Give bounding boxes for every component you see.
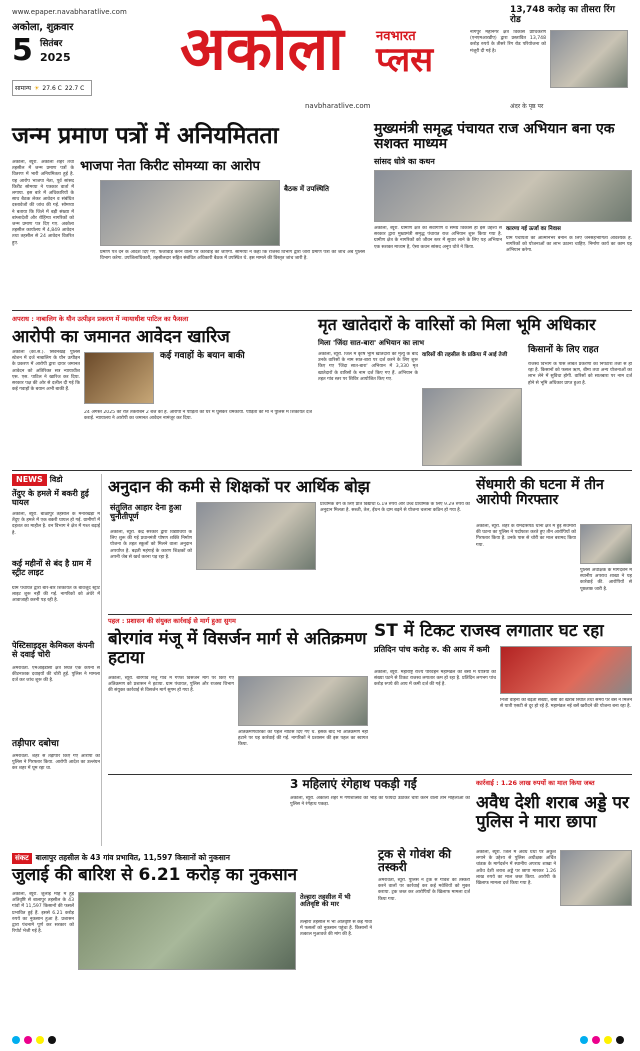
- story1-subhead: भाजपा नेता किरीट सोमय्या का आरोप: [80, 159, 260, 174]
- story8-body: अकोला, ब्यूरो. महाराष्ट्र राज्य परिवहन महामंडल की बसों में यात्रियों की संख्या घटने से टिकट राजस्व लगातार कम हो रहा है. प्रतिदिन लगभग पांच करोड़ रुपये की आय में कमी दर्ज की गई है.: [374, 670, 496, 688]
- story1-body: अकोला, ब्यूरो. अकोला शहर तथा तहसील में जन्म प्रमाण पत्रों के वितरण में भारी अनियमितता हुई है. यह आरोप भाजपा नेता, पूर्व सांसद किरीट सोमय्या ने पत्रकार वार्ता में लगाया. इस बारे में अधिकारियों के साथ बैठक लेकर आवेदन व संबंधित दस्तावेजों की जांच की गई. सोमय्या ने बताया कि जिले में बड़ी संख्या में बांग्लादेशी और रोहिंग्या नागरिकों को जन्म प्रमाण पत्र दिए गए. अकोला तहसील कार्यालय में 4,849 आवेदन तथा तहसील से 24 आवेदन वितरित हुए.: [12, 160, 74, 246]
- story8-headline[interactable]: ST में टिकट राजस्व लगातार घट रहा: [374, 621, 604, 641]
- story2-kicker: कारणा गई ऊर्जा का निवास: [506, 226, 561, 232]
- story2-photo: [374, 170, 632, 222]
- story1-kicker: बैठक में उपस्थिति: [284, 185, 329, 193]
- yellow-mark-icon: [36, 1036, 44, 1044]
- magenta-mark-icon: [592, 1036, 600, 1044]
- rule-4: [108, 774, 632, 775]
- story11-kicker-2: बालापुर तहसील के 43 गांव प्रभावित, 11,597 किसानों को नुकसान: [35, 853, 230, 862]
- story2-body-2: ग्राम पंचायतों को आत्मनिर्भर बनाने के लिए जनसहभागिता आवश्यक है. नागरिकों को योजनाओं का लाभ उठाना चाहिए. निर्माण कार्य का काम यह अभियान करेगा.: [506, 236, 632, 254]
- story5-subhead: संतुलित आहार देना हुआ चुनौतीपूर्ण: [110, 503, 182, 521]
- story12-headline[interactable]: ट्रक से गोवंश की तस्करी: [378, 847, 451, 875]
- story7-body: अकोला, ब्यूरो. बोरगांव मंजू गांव में गणेश विसर्जन मार्ग पर किए गए अतिक्रमण को प्रशासन ने हटाया. ग्राम पंचायत, पुलिस और राजस्व विभाग की संयुक्त कार्रवाई से विसर्जन मार्ग सुगम हो गया है.: [108, 676, 234, 694]
- story4-headline[interactable]: मृत खातेदारों के वारिसों को मिला भूमि अधिकार: [318, 315, 596, 334]
- story7-photo: [238, 676, 368, 726]
- yellow-mark-icon: [604, 1036, 612, 1044]
- news-item3-title[interactable]: पेस्टिसाइड्स केमिकल कंपनी से दवाई चोरी: [12, 641, 95, 659]
- story4-subhead: मिला 'जिंदा सात-बारा' अभियान का लाभ: [318, 339, 425, 347]
- black-mark-icon: [48, 1036, 56, 1044]
- news-item4-body: अमरावती. शहर से तड़ीपार किए गए आरोपी को पुलिस ने गिरफ्तार किया. आरोपी आदेश का उल्लंघन कर शहर में घूम रहा था.: [12, 754, 100, 772]
- story3-body: अकोला (का.सं.). सिवनखेड़ पुलिस स्टेशन में दर्ज नाबालिग के यौन उत्पीड़न के प्रकरण में आरोपी द्वारा दायर जमानत आवेदन को अतिरिक्त सत्र न्यायाधीश एस. एस. पाटिल ने खारिज कर दिया. सरकार पक्ष की ओर से दलील दी गई कि कई गवाहों के बयान अभी बाकी हैं.: [12, 350, 80, 393]
- story4-kicker: वारिसों की तहसील के प्रक्रिया में आई तेजी: [422, 352, 508, 358]
- date-month: सितंबर: [40, 39, 63, 49]
- news-item4-title[interactable]: तड़ीपार दबोचा: [12, 739, 59, 749]
- story5-body-2: प्राथमिक वर्ग के लिए प्रति विद्यार्थी 6.19 रुपये और उच्च प्राथमिक के लिए 9.29 रुपये का अनुदान मिलता है. सब्जी, तेल, ईंधन के दाम बढ़ने से योजना चलाना कठिन हो गया है.: [320, 502, 470, 514]
- sun-icon: ☀: [34, 84, 40, 92]
- story8-photo: [500, 646, 632, 694]
- story4-side-body: राजस्व विभाग के पास लंबित प्रकरणों का निपटारा तेजी से हो रहा है. किसानों को फसल ऋण, बीमा तथा अन्य योजनाओं का लाभ लेने में सुविधा होगी. वारिसों को सातबारा पर नाम दर्ज होने से भूमि अधिकार प्राप्त हुआ है.: [528, 362, 632, 386]
- story11-headline[interactable]: जुलाई की बारिश से 6.21 करोड़ का नुकसान: [12, 865, 298, 885]
- news-item1-body: अकोला, ब्यूरो. बाळापुर तहसील के मनारखेड़ा में तेंदुए के हमले में एक बकरी घायल हो गई. ग्रामीणों में दहशत का माहौल है. वन विभाग ने क्षेत्र में गश्त बढ़ाई है.: [12, 512, 100, 536]
- story6-body: अकोला, ब्यूरो. शहर के रामदासपेठ थाना क्षेत्र में हुई सेंधमारी की घटना का पुलिस ने पर्दाफाश करते हुए तीन आरोपियों को गिरफ्तार किया है. उनके पास से चोरी का माल बरामद किया गया.: [476, 524, 576, 548]
- website[interactable]: navbharatlive.com: [305, 102, 371, 110]
- news-label-2: विडो: [49, 475, 63, 484]
- news-label-bar: [12, 474, 100, 486]
- story10-body: अकोला, ब्यूरो. जिले में अवैध धंधों पर अंकुश लगाने के उद्देश्य से पुलिस अधीक्षक अर्चित चांडक के मार्गदर्शन में स्थानीय अपराध शाखा ने अवैध देशी शराब अड्डे पर छापा मारकर 1.26 लाख रुपये का माल जब्त किया. आरोपी के खिलाफ मामला दर्ज किया गया है.: [476, 850, 556, 887]
- city-day: अकोला, शुक्रवार: [12, 22, 74, 33]
- promo-headline: 13,748 करोड़ का तीसरा रिंग रोड: [510, 5, 615, 25]
- black-mark-icon: [616, 1036, 624, 1044]
- story7-body-2: अतिक्रमणधारकों को पहले नोटिस दिए गए थे. इसके बाद भी अतिक्रमण नहीं हटाने पर यह कार्रवाई की गई. नागरिकों ने प्रशासन की इस पहल का स्वागत किया.: [238, 730, 368, 748]
- story7-headline[interactable]: बोरगांव मंजू में विसर्जन मार्ग से अतिक्रमण हटाया: [108, 629, 367, 668]
- date-number: 5: [12, 33, 33, 68]
- story4-side-title: किसानों के लिए राहत: [528, 345, 599, 355]
- story6-photo: [580, 524, 632, 564]
- weather-box: [12, 80, 92, 96]
- news-item1-title[interactable]: तेंदुए के हमले में बकरी हुई घायल: [12, 489, 89, 507]
- story3-subhead: कई गवाहों के बयान बाकी: [160, 351, 245, 361]
- story4-body: अकोला, ब्यूरो. जिले में कृषि भूमि खातेदारों की मृत्यु के बाद उनके वारिसों के नाम सात-बारा पर दर्ज करने के लिए शुरू किए गए 'जिंदा सात-बारा' अभियान में 3,330 मृत खातेदारों के वारिसों के नाम दर्ज किए गए हैं. अभियान के तहत गांव स्तर पर शिविर आयोजित किए गए.: [318, 352, 418, 382]
- cyan-mark-icon: [580, 1036, 588, 1044]
- story1-headline[interactable]: जन्म प्रमाण पत्रों में अनियमितता: [12, 123, 279, 149]
- promo-text: नागपुर महानगर क्षेत्र विकास प्राधिकरण (एनएमआरडीए) द्वारा प्रस्तावित 13,748 करोड़ रुपये के तीसरे रिंग रोड परियोजना को मंजूरी दी गई है।: [470, 30, 546, 54]
- rule-2: [12, 470, 632, 471]
- weather-label: सामान्य: [15, 85, 32, 92]
- epaper-url[interactable]: www.epaper.navabharatlive.com: [12, 8, 127, 16]
- story1-body-2: प्रमाण पत्र देने के आदेश दिए गए. फर्जीवाड़े करने वालों पर कार्रवाई की जाएगी. सोमय्या ने कहा कि राजस्व विभाग द्वारा जारी प्रमाण पत्रों की जांच अब पुलिस विभाग करेगा. उपजिलाधिकारी, तहसीलदार सहित संबंधित अधिकारी बैठक में उपस्थित थे. इस मामले की विस्तृत जांच जारी है.: [100, 250, 365, 262]
- story10-photo: [560, 850, 632, 906]
- story3-photo: [84, 352, 154, 404]
- news-item2-body: ग्राम पंचायत द्वारा बार-बार शिकायत के बावजूद स्ट्रीट लाइट शुरू नहीं की गई. नागरिकों को अंधेरे में आवाजाही करनी पड़ रही है.: [12, 586, 100, 604]
- print-marks-right: [580, 1036, 624, 1044]
- story5-body: अकोला, ब्यूरो. केंद्र सरकार द्वारा विद्यार्थियों के लिए शुरू की गई प्रधानमंत्री पोषण शक्ति निर्माण योजना के तहत स्कूलों को मिलने वाला अनुदान अपर्याप्त है. बढ़ती महंगाई के कारण शिक्षकों को अपनी जेब से खर्च करना पड़ रहा है.: [110, 530, 192, 560]
- story4-photo: [422, 388, 522, 466]
- rule-3: [108, 614, 632, 615]
- masthead: [0, 0, 640, 118]
- story7-kicker: पहल : प्रशासन की संयुक्त कार्रवाई से मार्ग हुआ सुगम: [108, 617, 236, 625]
- logo-bottom: प्लस: [376, 40, 434, 80]
- temp-min: 22.7 C: [64, 84, 85, 92]
- story11-side-body: तेल्हारा तहसील में भी अतिवृष्टि से कई गांवों में फसलों को नुकसान पहुंचा है. किसानों ने तत्काल मुआवजे की मांग की है.: [300, 920, 372, 938]
- magenta-mark-icon: [24, 1036, 32, 1044]
- logo-top: नवभारत: [376, 29, 416, 44]
- promo-photo: [550, 30, 628, 88]
- newspaper-logo: [180, 14, 470, 94]
- story6-body-2: पुलिस अधीक्षक के मार्गदर्शन में स्थानीय अपराध शाखा ने यह कार्रवाई की. आरोपियों से पूछताछ जारी है.: [580, 568, 632, 592]
- cyan-mark-icon: [12, 1036, 20, 1044]
- story3-headline[interactable]: आरोपी का जमानत आवेदन खारिज: [12, 327, 230, 347]
- story9-body: अकोला, ब्यूरो. अकोला शहर में गणेशोत्सव की भीड़ का फायदा उठाकर चोरी करने वाली तीन महिलाओं को पुलिस ने रंगेहाथ पकड़ा.: [290, 796, 470, 808]
- story11-kicker: संकट: [12, 853, 32, 864]
- story2-subhead: सांसद धोत्रे का कथन: [374, 157, 435, 166]
- story5-headline[interactable]: अनुदान की कमी से शिक्षकों पर आर्थिक बोझ: [108, 477, 370, 496]
- story9-headline[interactable]: 3 महिलाएं रंगेहाथ पकड़ी गईं: [290, 777, 417, 791]
- news-box: [12, 474, 102, 846]
- story3-kicker: अपराध : नाबालिग के यौन उत्पीड़न प्रकरण में न्यायाधीश पाटिल का फैसला: [12, 315, 189, 323]
- promo-box[interactable]: [470, 4, 630, 112]
- story10-kicker: कार्रवाई : 1.26 लाख रुपयों का माल किया जब्त: [476, 779, 595, 787]
- rule-1: [12, 310, 632, 311]
- story12-body: अमरावती, ब्यूरो. पुलिस ने ट्रक से गोवंश की तस्करी करने वालों पर कार्रवाई कर कई मवेशियों को मुक्त कराया. ट्रक जब्त कर आरोपियों के खिलाफ मामला दर्ज किया गया.: [378, 878, 470, 902]
- story8-subhead: प्रतिदिन पांच करोड़ रु. की आय में कमी: [374, 645, 490, 654]
- story11-photo: [78, 892, 296, 970]
- date-year: 2025: [40, 51, 71, 64]
- story8-body-2: निजी वाहनों की बढ़ती संख्या, बसों की खराब स्थिति तथा समय पर बसें न मिलने से यात्री एसटी से दूर हो रहे हैं. महामंडल नई बसें खरीदने की योजना बना रहा है.: [500, 698, 632, 710]
- story5-photo: [196, 502, 316, 570]
- story2-body: अकोला, ब्यूरो. ग्रामीण क्षेत्र का सर्वांगीण व समग्र विकास हो इस उद्देश्य से सरकार द्वारा मुख्यमंत्री समृद्ध पंचायत राज अभियान शुरू किया गया है. ग्रामीण क्षेत्र के नागरिकों को जीवन स्तर में सुधार लाने के लिए यह अभियान एक सशक्त माध्यम है, ऐसा कथन सांसद अनूप धोत्रे ने किया.: [374, 226, 502, 250]
- logo-main: अकोला: [180, 14, 344, 84]
- story11-body: अकोला, ब्यूरो. जुलाई माह में हुई अतिवृष्टि से बालापुर तहसील के 43 गांवों में 11,597 किसानों की फसलें प्रभावित हुई हैं. इससे 6.21 करोड़ रुपये का नुकसान हुआ है. प्रशासन द्वारा पंचनामे पूर्ण कर सरकार को रिपोर्ट भेजी गई है.: [12, 892, 74, 935]
- print-marks: [12, 1036, 56, 1044]
- temp-max: 27.6 C: [42, 84, 62, 92]
- story11-side-title: तेल्हारा तहसील में भी अतिवृष्टि की मार: [300, 893, 351, 909]
- news-item2-title[interactable]: कई महीनों से बंद है ग्राम में स्ट्रीट लाइट: [12, 559, 92, 577]
- story10-headline[interactable]: अवैध देशी शराब अड्डे पर पुलिस ने मारा छापा: [476, 793, 629, 832]
- news-item3-body: अमरावती. एमआईडीसी क्षेत्र स्थित एक कंपनी से कीटनाशक दवाइयों की चोरी हुई. पुलिस ने मामला दर्ज कर जांच शुरू की है.: [12, 666, 100, 684]
- news-label: NEWS: [12, 474, 47, 486]
- story6-headline[interactable]: सेंधमारी की घटना में तीन आरोपी गिरफ्तार: [476, 477, 604, 509]
- promo-more[interactable]: अंदर के पृष्ठ पर: [510, 103, 544, 110]
- story3-body-2: 24 अगस्त 2025 को रात तकरीबन 2 बजे की है. आरोपी ने पीड़िता को घर में घुसकर धमकाया. पीड़िता की मां ने पुलिस में शिकायत दर्ज कराई. न्यायालय ने आरोपी का जमानत आवेदन नामंजूर कर दिया.: [84, 410, 312, 422]
- story2-headline[interactable]: मुख्यमंत्री समृद्ध पंचायत राज अभियान बना एक सशक्त माध्यम: [374, 121, 615, 153]
- story1-photo: [100, 180, 280, 246]
